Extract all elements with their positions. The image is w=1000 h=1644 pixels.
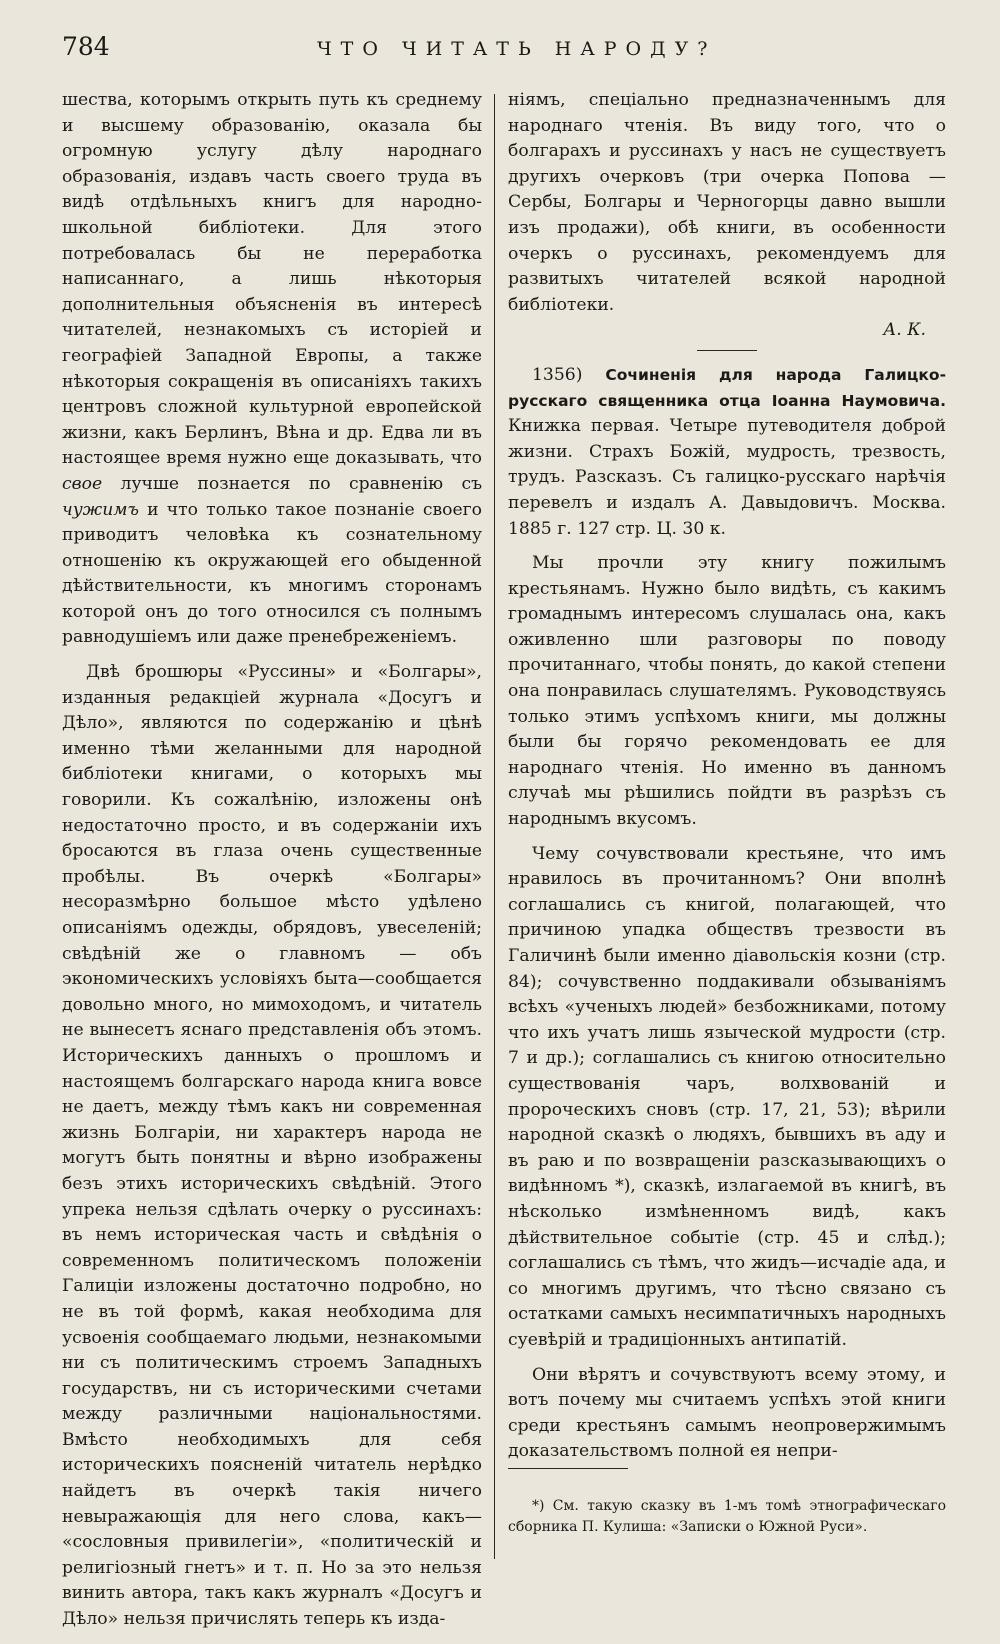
section-rule: [697, 350, 757, 351]
emphasis: свое: [62, 473, 103, 494]
right-column: [508, 88, 946, 1588]
paragraph-text: лучше познается по сравненію съ: [120, 473, 483, 494]
paragraph-text: шества, которымъ открыть путь къ среднему и высшему образованію, оказала бы огромную услугу дѣлу народнаго образованія, издавъ часть своего труда въ видѣ отдѣльныхъ книгъ для народно-школьной библіотеки. Для этого потребовалась бы не переработка написаннаго, а лишь нѣкоторыя дополнительныя объясненія въ интересѣ читателей, незнакомыхъ съ исторіей и географіей Западной Европы, а также нѣкоторыя сокращенія въ описаніяхъ такихъ центровъ сложной культурной европейской жизни, какъ Берлинъ, Вѣна и др. Едва ли въ настоящее время нужно еще доказывать, что: [62, 90, 482, 469]
author-signature: А. К.: [883, 320, 926, 341]
running-title: ЧТО ЧИТАТЬ НАРОДУ?: [317, 38, 717, 60]
column-divider: [494, 94, 495, 1559]
page-header: [62, 32, 942, 72]
entry-details: Книжка первая. Четыре путеводителя доброй жизни. Страхъ Божій, мудрость, трезвость, трудъ. Разсказъ. Съ галицко-русскаго нарѣчія перевелъ и издалъ А. Давыдовичъ. Москва. 1885 г. 127 стр. Ц. 30 к.: [508, 416, 946, 539]
paragraph: Чему сочувствовали крестьяне, что имъ нравилось въ прочитанномъ? Они вполнѣ соглашались съ книгой, полагающей, что причиною упадка обществъ трезвости въ Галичинѣ были именно діавольскія козни (стр. 84); сочувственно поддакивали обзываніямъ всѣхъ «ученыхъ людей» безбожниками, потому что ихъ учатъ лишь языческой мудрости (стр. 7 и др.); соглашались съ книгою относительно существованія чаръ, волхвованій и пророческихъ сновъ (стр. 17, 21, 53); вѣрили народной сказкѣ о людяхъ, бывшихъ въ аду и въ раю и по возвращеніи разсказывающихъ о видѣнномъ *), сказкѣ, излагаемой въ книгѣ, въ нѣсколько измѣненномъ видѣ, какъ дѣйствительное событіе (стр. 45 и слѣд.); соглашались съ тѣмъ, что жидъ—исчадіе ада, и со многимъ другимъ, что тѣсно связано съ остатками самыхъ несимпатичныхъ народныхъ суевѣрій и традиціонныхъ антипатій.: [508, 843, 946, 1350]
paragraph: [62, 88, 482, 651]
entry-number: 1356): [532, 364, 583, 385]
page-number: 784: [62, 32, 110, 61]
paragraph: Они вѣрятъ и сочувствуютъ всему этому, и вотъ почему мы считаемъ успѣхъ этой книги среди крестьянъ самымъ неопровержимымъ доказательствомъ полной ея непри-: [508, 1364, 946, 1462]
bibliographic-entry: [508, 363, 946, 542]
paragraph: Двѣ брошюры «Руссины» и «Болгары», изданныя редакціей журнала «Досугъ и Дѣло», являются по содержанію и цѣнѣ именно тѣми желанными для народной библіотеки книгами, о которыхъ мы говорили. Къ сожалѣнію, изложены онѣ недостаточно просто, и въ содержаніи ихъ бросаются въ глаза очень существенные пробѣлы. Въ очеркѣ «Болгары» несоразмѣрно большое мѣсто удѣлено описаніямъ одежды, обрядовъ, увеселеній; свѣдѣній же о главномъ — объ экономическихъ условіяхъ быта—сообщается довольно много, но мимоходомъ, и читатель не вынесетъ яснаго представленія объ этомъ. Историческихъ данныхъ о прошломъ и настоящемъ болгарскаго народа книга вовсе не даетъ, между тѣмъ какъ ни современная жизнь Болгаріи, ни характеръ народа не могутъ быть понятны и вѣрно изображены безъ этихъ историческихъ свѣдѣній. Этого упрека нельзя сдѣлать очерку о руссинахъ: въ немъ историческая часть и свѣдѣнія о современномъ политическомъ положеніи Галиціи изложены достаточно подробно, но не въ той формѣ, какая необходима для усвоенія сообщаемаго людьми, незнакомыми ни съ политическимъ строемъ Западныхъ государствъ, ни съ историческими счетами между различными національностями. Вмѣсто необходимыхъ для себя историческихъ поясненій читатель нерѣдко найдетъ въ очеркѣ такія ничего невыражающія для него слова, какъ— «сословныя привилегіи», «политическій и религіозный гнетъ» и т. п. Но за это нельзя винить автора, такъ какъ журналъ «Досугъ и Дѣло» нельзя причислять теперь къ изда-: [62, 662, 482, 1630]
footnote: *) См. такую сказку въ 1-мъ томѣ этнографическаго сборника П. Кулиша: «Записки о Южной Руси».: [508, 1498, 946, 1535]
left-column: [62, 88, 483, 1630]
emphasis: чужимъ: [62, 499, 139, 520]
paragraph-text: и что только такое познаніе своего приводитъ человѣка къ сознательному отношенію къ окружающей его обыденной дѣйствительности, къ многимъ сторонамъ которой онъ до того относился съ полнымъ равнодушіемъ или даже пренебреженіемъ.: [62, 499, 482, 648]
paragraph: Мы прочли эту книгу пожилымъ крестьянамъ. Нужно было видѣть, съ какимъ громаднымъ интересомъ слушалась она, какъ оживленно шли разговоры по поводу прочитаннаго, чтобы понять, до какой степени она понравилась слушателямъ. Руководствуясь только этимъ успѣхомъ книги, мы должны были бы горячо рекомендовать ее для народнаго чтенія. Но именно въ данномъ случаѣ мы рѣшились пойдти въ разрѣзъ съ народнымъ вкусомъ.: [508, 553, 946, 830]
entry-title: Сочиненія для народа Галицко-русскаго священника отца Іоанна Наумовича.: [508, 365, 946, 410]
paragraph: ніямъ, спеціально предназначеннымъ для народнаго чтенія. Въ виду того, что о болгарахъ и руссинахъ у насъ не существуетъ другихъ очерковъ (три очерка Попова — Сербы, Болгары и Черногорцы давно вышли изъ продажи), обѣ книги, въ особенности очеркъ о руссинахъ, рекомендуемъ для развитыхъ читателей всякой народной библіотеки.: [508, 90, 946, 315]
footnote-rule: [508, 1468, 628, 1469]
